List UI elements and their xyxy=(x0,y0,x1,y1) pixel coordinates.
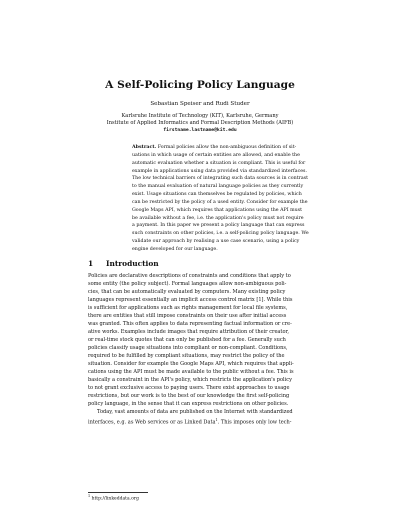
body-line: some entity (the policy subject). Formal languages allow non-ambiguous poli- xyxy=(88,281,287,287)
body-line: interfaces, e.g. as Web services or as Linked Data$^1$. This imposes only low tech- xyxy=(88,418,292,426)
abstract-line: The low technical barriers of integrating such data sources is in contrast xyxy=(132,176,308,182)
footnote-text: http://linkeddata.org xyxy=(90,496,139,502)
abstract-line: such constraints on other policies, i.e. a self-policing policy language. We xyxy=(132,231,309,237)
body-line: there are entities that still impose constraints on their use after initial access xyxy=(88,313,287,319)
body-line: languages represent essentially an implicit access control matrix [1]. While this xyxy=(88,297,293,303)
section-number: 1 xyxy=(88,259,94,268)
body-line: Today, vast amounts of data are published on the Internet with standardized xyxy=(97,409,293,415)
body-line: cies, that can be automatically evaluated by computers. Many existing policy xyxy=(88,289,286,295)
body-line: to not grant exclusive access to paying users. There exist approaches to usage xyxy=(88,385,290,391)
body-line: basically a constraint in the API's policy, which restricts the application's policy xyxy=(88,377,292,383)
body-line: restrictions, but our work is to the best of our knowledge the first self-policing xyxy=(88,393,290,399)
body-line: Policies are declarative descriptions of constraints and conditions that apply to xyxy=(88,273,291,279)
body-line: was granted. This often applies to data representing factual information or cre- xyxy=(88,321,292,327)
abstract-line: Abstract. Formal policies allow the non-ambiguous definition of sit- xyxy=(132,145,297,150)
section-title: Introduction xyxy=(106,259,159,268)
footnote xyxy=(88,494,139,502)
abstract-label: Abstract. xyxy=(132,145,157,150)
footnote-ref: 1 xyxy=(215,418,218,422)
body-line: cations using the API must be made available to the public without a fee. This is xyxy=(88,369,294,375)
abstract-line: can be restricted by the policy of a used entity. Consider for example the xyxy=(132,199,308,205)
abstract-line: to the manual evaluation of natural language policies as they currently xyxy=(132,184,304,190)
paper-authors: Sebastian Speiser and Rudi Studer xyxy=(150,101,250,107)
section-heading xyxy=(88,259,159,268)
body-line: policy language, in the sense that it can express restrictions on other policies. xyxy=(88,401,289,407)
body-line: policies classify usage situations into compliant or non-compliant. Conditions, xyxy=(88,345,288,351)
abstract-line: engine developed for our language. xyxy=(132,246,218,252)
body-line: is sufficient for applications such as rights management for local file systems, xyxy=(88,305,288,311)
abstract-line: Google Maps API, which requires that applications using the API must xyxy=(132,207,302,213)
body-text xyxy=(88,272,320,427)
body-line: ative works. Examples include images that require attribution of their creator, xyxy=(88,329,289,335)
abstract-line: exist. Usage situations can themselves be regulated by policies, which xyxy=(132,192,302,198)
author-email: firstname.lastname@kit.edu xyxy=(163,128,237,133)
affiliation-line-1: Karlsruhe Institute of Technology (KIT), Karlsruhe, Germany xyxy=(121,113,279,119)
footnote-marker: 1 xyxy=(88,494,91,498)
affiliation-line-2: Institute of Applied Informatics and Formal Description Methods (AIFB) xyxy=(106,120,294,126)
footnote-rule xyxy=(88,492,148,493)
abstract-line: be available without a fee, i.e. the application's policy must not require xyxy=(132,215,304,221)
abstract xyxy=(132,144,370,254)
body-line: required to be fulfilled by compliant situations, may restrict the policy of the xyxy=(88,353,285,359)
abstract-line: a payment. In this paper we present a policy language that can express xyxy=(132,223,305,229)
abstract-line: uations in which usage of certain entities are allowed, and enable the xyxy=(132,152,300,158)
paper-title: A Self-Policing Policy Language xyxy=(105,79,295,91)
body-line: situation. Consider for example the Google Maps API, which requires that appli- xyxy=(88,361,294,367)
abstract-line: example in applications using data provided via standardized interfaces. xyxy=(132,168,307,174)
abstract-line: validate our approach by realising a use case scenario, using a policy xyxy=(132,239,300,245)
abstract-line: automatic evaluation whether a situation is compliant. This is useful for xyxy=(132,160,306,166)
body-line: or real-time stock quotes that can only be published for a fee. Generally such xyxy=(88,337,286,343)
